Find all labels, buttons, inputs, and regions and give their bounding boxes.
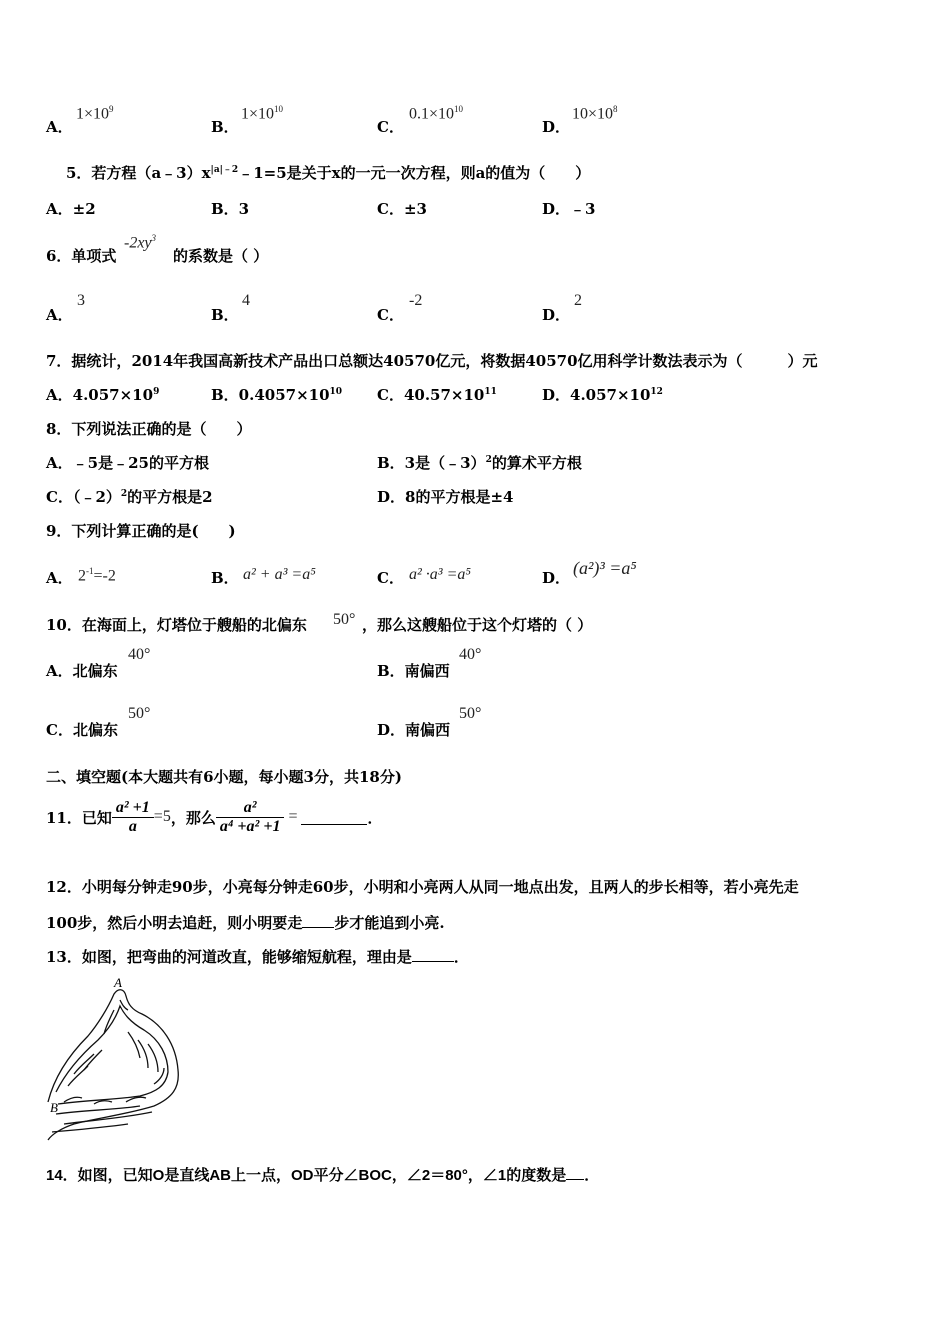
- q13-question: 13．如图，把弯曲的河道改直，能够缩短航程，理由是 ．: [46, 948, 469, 966]
- q6-monomial: $-2xy^3$: [124, 233, 157, 252]
- q9-option-d-expr: (a²)³ =a⁵: [573, 558, 637, 578]
- q4-option-a-label: A．: [46, 118, 73, 136]
- q6-option-a-value: 3: [77, 292, 85, 309]
- q6-option-a-label: A．: [46, 306, 73, 324]
- q6-question-suffix: 的系数是（ ）: [173, 247, 269, 265]
- river-bank-inner: [56, 1006, 168, 1104]
- q6-option-d-value: 2: [574, 292, 582, 309]
- q9-option-c-label: C．: [377, 569, 404, 587]
- figure-label-a: A: [114, 975, 122, 990]
- q6-option-d-label: D．: [542, 306, 571, 324]
- q9-option-c-expr: a² ·a³ =a⁵: [409, 566, 471, 583]
- q9-option-a-label: A．: [46, 569, 73, 587]
- q10-option-a: A．北偏东: [46, 662, 118, 680]
- q8-question: 8．下列说法正确的是（ ）: [46, 420, 252, 438]
- q7-question: 7．据统计，2014年我国高新技术产品出口总额达40570亿元，将数据40570亿用科学计数法表示为（ ）元: [46, 352, 818, 370]
- q9-option-d-label: D．: [542, 569, 571, 587]
- q4-option-c-label: C．: [377, 118, 404, 136]
- q12-answer-blank[interactable]: [302, 913, 334, 928]
- q9-option-b-expr: a² + a³ =a⁵: [243, 566, 316, 583]
- q10-question-suffix: ，那么这艘船位于这个灯塔的（ ）: [362, 616, 593, 634]
- q9-question: 9．下列计算正确的是( ): [46, 522, 236, 540]
- q8-option-d: D．8的平方根是±4: [377, 488, 514, 506]
- q7-option-d: D．$4.057\times 10^{12}$: [542, 386, 663, 404]
- q4-option-b-value: $1\times 10^{10}$: [241, 104, 284, 123]
- q11-fraction-2: $\frac{\text{a²}}{\text{a⁴ +a² +1}}$: [216, 799, 285, 836]
- q8-option-a: A．﹣5是﹣25的平方根: [46, 454, 209, 472]
- q12-question-line2: 100步，然后小明去追赶，则小明要走 步才能追到小亮.: [46, 914, 445, 932]
- q5-question: 5．若方程$(a﹣3)x^{|a|﹣2}﹣1=5$是关于x的一元一次方程，则a的值为（ ）: [66, 164, 591, 182]
- q7-option-a: A．$4.057\times 10^9$: [46, 386, 160, 404]
- q12-question-line1: 12．小明每分钟走90步，小亮每分钟走60步，小明和小亮两人从同一地点出发，且两人的步长相等，若小亮先走: [46, 878, 799, 896]
- q13-answer-blank[interactable]: [412, 947, 454, 962]
- section-2-title: 二、填空题(本大题共有6小题，每小题3分，共18分): [46, 768, 402, 786]
- q4-option-c-value: $0.1\times 10^{10}$: [409, 104, 464, 123]
- q6-option-c-label: C．: [377, 306, 404, 324]
- q5-option-a: A．±2: [46, 200, 96, 218]
- q6-option-b-value: 4: [242, 292, 250, 309]
- q9-option-a-expr: $2^{-1}=-2$: [78, 566, 116, 585]
- q10-option-d: D．南偏西: [377, 721, 451, 739]
- q5-option-b: B．3: [211, 200, 250, 218]
- figure-label-b: B: [50, 1100, 58, 1115]
- q10-question-prefix: 10．在海面上，灯塔位于艘船的北偏东: [46, 616, 307, 634]
- q4-option-d-label: D．: [542, 118, 571, 136]
- q6-question-prefix: 6．单项式: [46, 247, 117, 265]
- q10-option-c-value: 50°: [128, 705, 151, 722]
- q8-option-b: B．3是（﹣3）$^2$的算术平方根: [377, 454, 582, 472]
- q4-option-a-value: $1\times 10^9$: [76, 104, 114, 123]
- q11-question: 11．已知 $\frac{\text{a² +1}}{a}$ =5 ，那么 $\frac{\text{a²}}{\text{a⁴ +a² +1}}$ = ．: [46, 798, 383, 835]
- q7-option-c: C．$40.57\times 10^{11}$: [377, 386, 497, 404]
- q6-option-b-label: B．: [211, 306, 239, 324]
- q10-angle: 50°: [333, 611, 356, 628]
- q11-fraction-1: $\frac{\text{a² +1}}{a}$: [112, 799, 154, 836]
- q14-question: 14．如图，已知O是直线AB上一点，OD平分∠BOC，∠2＝80°，∠1的度数是 ．: [46, 1167, 600, 1184]
- q5-option-d: D．﹣3: [542, 200, 596, 218]
- q9-option-b-label: B．: [211, 569, 239, 587]
- q10-option-b-value: 40°: [459, 646, 482, 663]
- q10-option-c: C．北偏东: [46, 721, 118, 739]
- q4-option-d-value: $10\times 10^8$: [572, 104, 618, 123]
- q6-option-c-value: -2: [409, 292, 423, 309]
- q14-answer-blank[interactable]: [566, 1165, 584, 1180]
- q4-option-b-label: B．: [211, 118, 239, 136]
- q8-option-c: C．（﹣2）$^2$的平方根是2: [46, 488, 213, 506]
- q10-option-d-value: 50°: [459, 705, 482, 722]
- q11-answer-blank[interactable]: [301, 810, 367, 825]
- q7-option-b: B．$0.4057\times 10^{10}$: [211, 386, 343, 404]
- q10-option-a-value: 40°: [128, 646, 151, 663]
- q5-option-c: C．±3: [377, 200, 427, 218]
- river-figure: [44, 974, 186, 1146]
- q10-option-b: B．南偏西: [377, 662, 450, 680]
